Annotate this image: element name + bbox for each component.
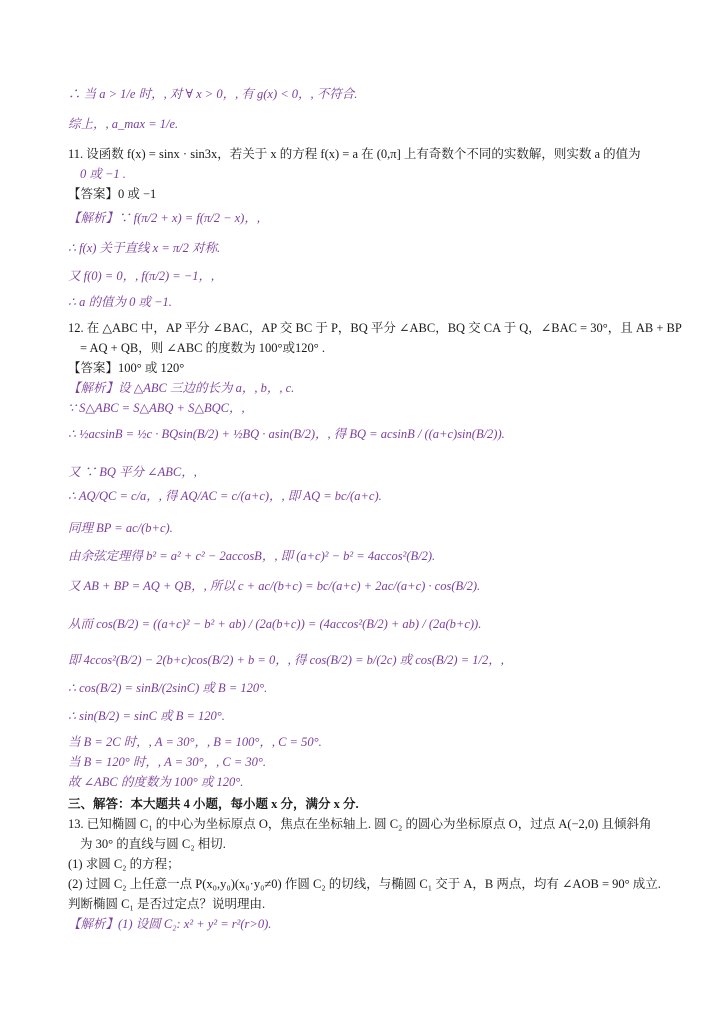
text-line: 【答案】100° 或 120° xyxy=(68,361,185,375)
text-line: 综上，, a_max = 1/e. xyxy=(68,117,179,131)
text-line: 当 B = 2C 时，, A = 30°，, B = 100°，, C = 50°. xyxy=(68,735,322,749)
text-line: 13. 已知椭圆 C₁ 的中心为坐标原点 O，焦点在坐标轴上. 圆 C₂ 的圆心为坐标原点 O，过点 A(−2,0) 且倾斜角 xyxy=(68,817,652,831)
text-line: 从而 cos(B/2) = ((a+c)² − b² + ab) / (2a(b+c)) = (4accos²(B/2) + ab) / (2a(b+c)). xyxy=(68,617,482,631)
text-line: 又 AB + BP = AQ + QB，, 所以 c + ac/(b+c) = bc/(a+c) + 2ac/(a+c) · cos(B/2). xyxy=(68,579,481,593)
text-line: ∴ ½acsinB = ½c · BQsin(B/2) + ½BQ · asin(B/2)，, 得 BQ = acsinB / ((a+c)sin(B/2)). xyxy=(68,427,505,441)
text-line: 【解析】设 △ABC 三边的长为 a，, b，, c. xyxy=(68,381,295,395)
text-line: = AQ + QB，则 ∠ABC 的度数为 100°或120° . xyxy=(80,341,326,355)
text-line: ∴ a 的值为 0 或 −1. xyxy=(68,295,172,309)
text-line: ∵ S△ABC = S△ABQ + S△BQC，, xyxy=(68,401,245,415)
text-line: (1) 求圆 C₂ 的方程； xyxy=(68,857,180,871)
text-line: 【答案】0 或 −1 xyxy=(68,187,157,201)
text-line: 【解析】(1) 设圆 C₂: x² + y² = r²(r>0). xyxy=(68,917,272,931)
text-line: ∴ AQ/QC = c/a，, 得 AQ/AC = c/(a+c)，, 即 AQ = bc/(a+c). xyxy=(68,489,382,503)
text-line: ∴ cos(B/2) = sinB/(2sinC) 或 B = 120°. xyxy=(68,681,268,695)
text-line: 故 ∠ABC 的度数为 100° 或 120°. xyxy=(68,775,244,789)
text-line: ∴ sin(B/2) = sinC 或 B = 120°. xyxy=(68,709,225,723)
text-line: 又 ∵ BQ 平分 ∠ABC，, xyxy=(68,465,197,479)
text-line: 11. 设函数 f(x) = sinx · sin3x，若关于 x 的方程 f(x) = a 在 (0,π] 上有奇数个不同的实数解，则实数 a 的值为 xyxy=(68,147,641,161)
text-line: 当 B = 120° 时，, A = 30°，, C = 30°. xyxy=(68,755,267,769)
text-line: ∴ 当 a > 1/e 时，, 对 ∀ x > 0，, 有 g(x) < 0，, 不符合. xyxy=(68,87,358,101)
text-line: 即 4ccos²(B/2) − 2(b+c)cos(B/2) + b = 0，, 得 cos(B/2) = b/(2c) 或 cos(B/2) = 1/2，, xyxy=(68,653,504,667)
text-line: 由余弦定理得 b² = a² + c² − 2accosB，, 即 (a+c)² − b² = 4accos²(B/2). xyxy=(68,549,436,563)
text-line: ∴ f(x) 关于直线 x = π/2 对称. xyxy=(68,241,221,255)
text-line: (2) 过圆 C₂ 上任意一点 P(x₀,y₀)(x₀·y₀≠0) 作圆 C₂ 的切线，与椭圆 C₁ 交于 A，B 两点，均有 ∠AOB = 90° 成立. xyxy=(68,877,661,891)
text-line: 判断椭圆 C₁ 是否过定点？说明理由. xyxy=(68,897,266,911)
text-line: 【解析】∵ f(π/2 + x) = f(π/2 − x)，, xyxy=(68,211,260,225)
text-line: 又 f(0) = 0，, f(π/2) = −1，, xyxy=(68,269,215,283)
text-line: 0 或 −1 . xyxy=(80,167,126,181)
text-line: 为 30° 的直线与圆 C₂ 相切. xyxy=(80,837,226,851)
text-line: 12. 在 △ABC 中，AP 平分 ∠BAC，AP 交 BC 于 P，BQ 平分 ∠ABC，BQ 交 CA 于 Q，∠BAC = 30°，且 AB + BP xyxy=(68,321,682,335)
text-line: 同理 BP = ac/(b+c). xyxy=(68,521,173,535)
section-heading: 三、解答：本大题共 4 小题，每小题 x 分，满分 x 分. xyxy=(68,797,359,811)
